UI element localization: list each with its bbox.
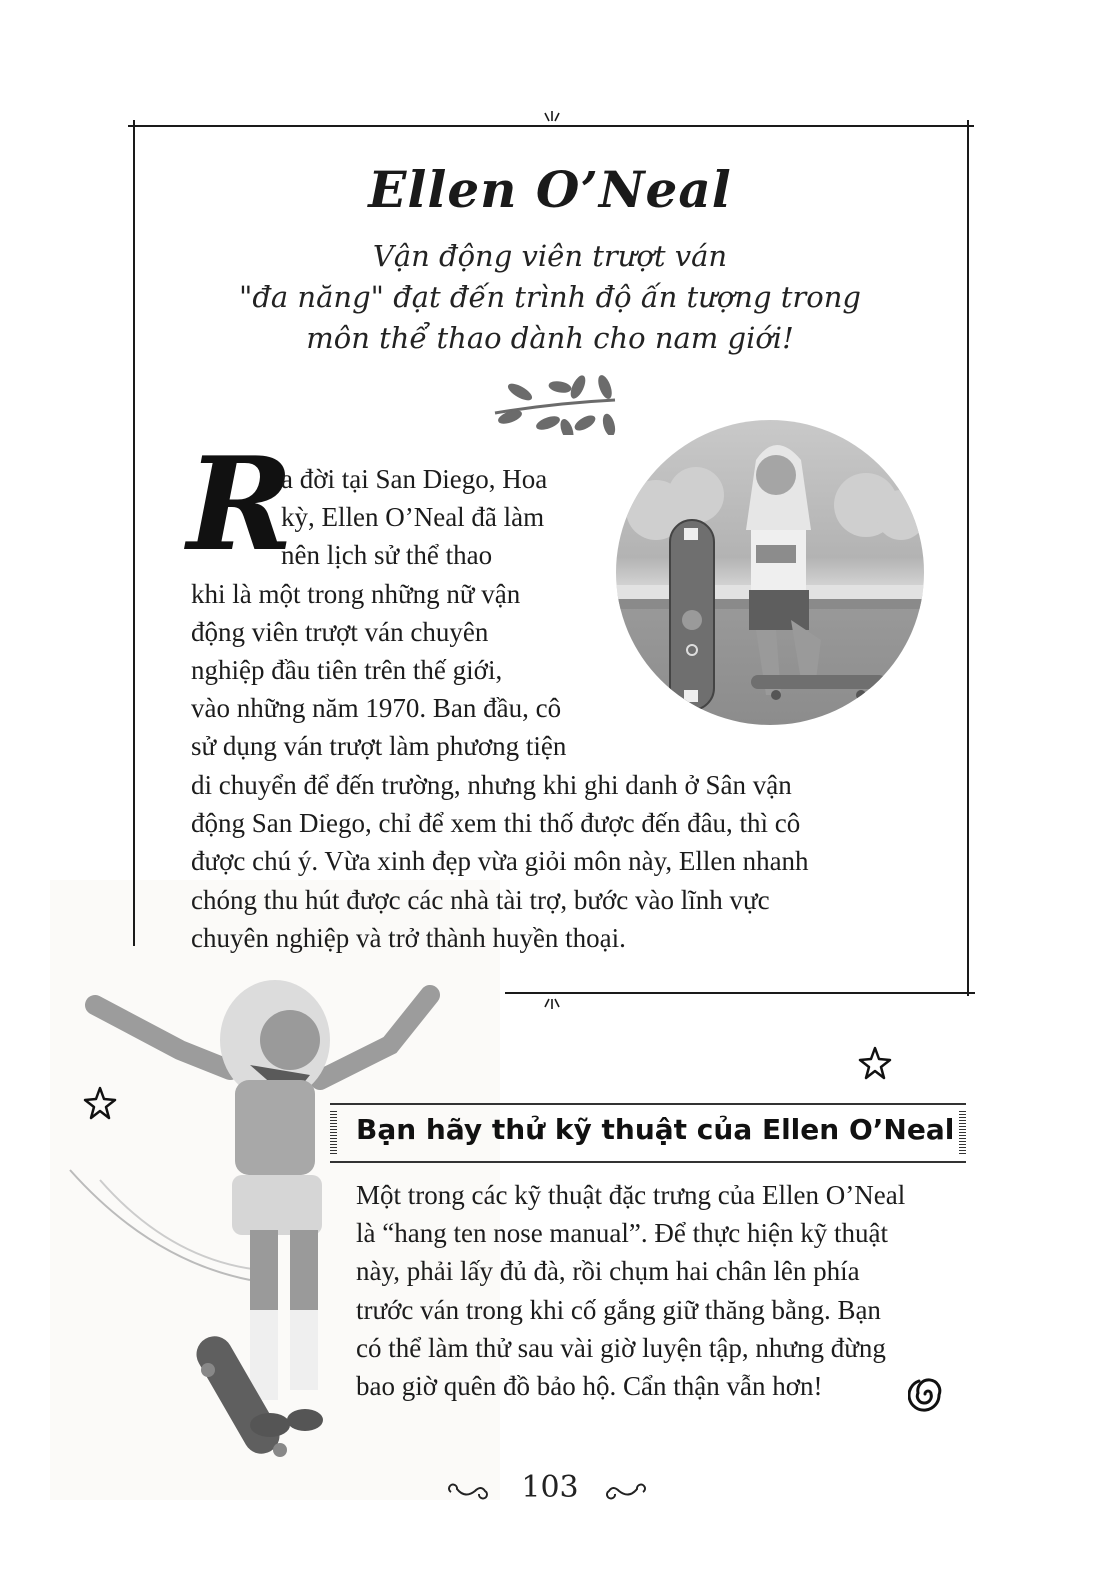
page-number: 103 — [521, 1470, 579, 1505]
star-icon — [857, 1045, 893, 1081]
portrait-illustration — [616, 420, 924, 725]
tip-heading-box — [330, 1103, 966, 1163]
drop-cap: R — [187, 430, 294, 580]
text-line: có thể làm thử sau vài giờ luyện tập, nhưng đừng — [356, 1332, 886, 1363]
text-line: được chú ý. Vừa xinh đẹp vừa giỏi môn này, Ellen nhanh — [191, 846, 809, 877]
text-line: là “hang ten nose manual”. Để thực hiện kỹ thuật — [356, 1218, 888, 1249]
hatch-decoration — [330, 1111, 337, 1155]
text-line: kỳ, Ellen O’Neal đã làm — [281, 502, 545, 533]
intro-paragraph — [191, 460, 641, 766]
text-line: động San Diego, chỉ để xem thi thố được đến đâu, thì cô — [191, 808, 801, 839]
text-line: Một trong các kỹ thuật đặc trưng của Ellen O’Neal — [356, 1180, 906, 1210]
subtitle-line: môn thể thao dành cho nam giới! — [306, 321, 794, 355]
subtitle — [200, 236, 900, 359]
text-line: a đời tại San Diego, Hoa — [281, 464, 548, 494]
text-line: chóng thu hút được các nhà tài trợ, bước vào lĩnh vực — [191, 884, 770, 915]
text-line: vào những năm 1970. Ban đầu, cô — [191, 693, 562, 724]
text-line: động viên trượt ván chuyên — [191, 616, 489, 647]
tip-paragraph — [356, 1176, 996, 1405]
text-line: sử dụng ván trượt làm phương tiện — [191, 731, 567, 762]
star-icon — [82, 1085, 118, 1121]
text-line: nên lịch sử thể thao — [281, 540, 493, 571]
subtitle-line: "đa năng" đạt đến trình độ ấn tượng trong — [239, 280, 861, 314]
text-line: nghiệp đầu tiên trên thế giới, — [191, 655, 503, 686]
swirl-flourish-icon — [603, 1478, 649, 1502]
hatch-decoration — [959, 1111, 966, 1155]
text-line: di chuyển để đến trường, nhưng khi ghi danh ở Sân vận — [191, 770, 792, 800]
tip-heading: Bạn hãy thử kỹ thuật của Ellen O’Neal — [356, 1113, 955, 1146]
spiral-icon — [908, 1372, 948, 1416]
subtitle-line: Vận động viên trượt ván — [372, 239, 728, 273]
text-line: bao giờ quên đồ bảo hộ. Cẩn thận vẫn hơn! — [356, 1371, 823, 1402]
text-line: chuyên nghiệp và trở thành huyền thoại. — [191, 922, 626, 953]
body-paragraph — [191, 766, 911, 957]
sparkle-top-icon — [540, 110, 564, 124]
text-line: trước ván trong khi cố gắng giữ thăng bằng. Bạn — [356, 1294, 881, 1325]
swirl-flourish-icon — [445, 1478, 491, 1502]
text-line: khi là một trong những nữ vận — [191, 578, 521, 609]
sparkle-bottom-icon — [540, 996, 564, 1010]
text-line: này, phải lấy đủ đà, rồi chụm hai chân lên phía — [356, 1256, 860, 1287]
page-title: Ellen O’Neal — [368, 160, 732, 219]
leaf-branch-icon — [485, 365, 625, 435]
